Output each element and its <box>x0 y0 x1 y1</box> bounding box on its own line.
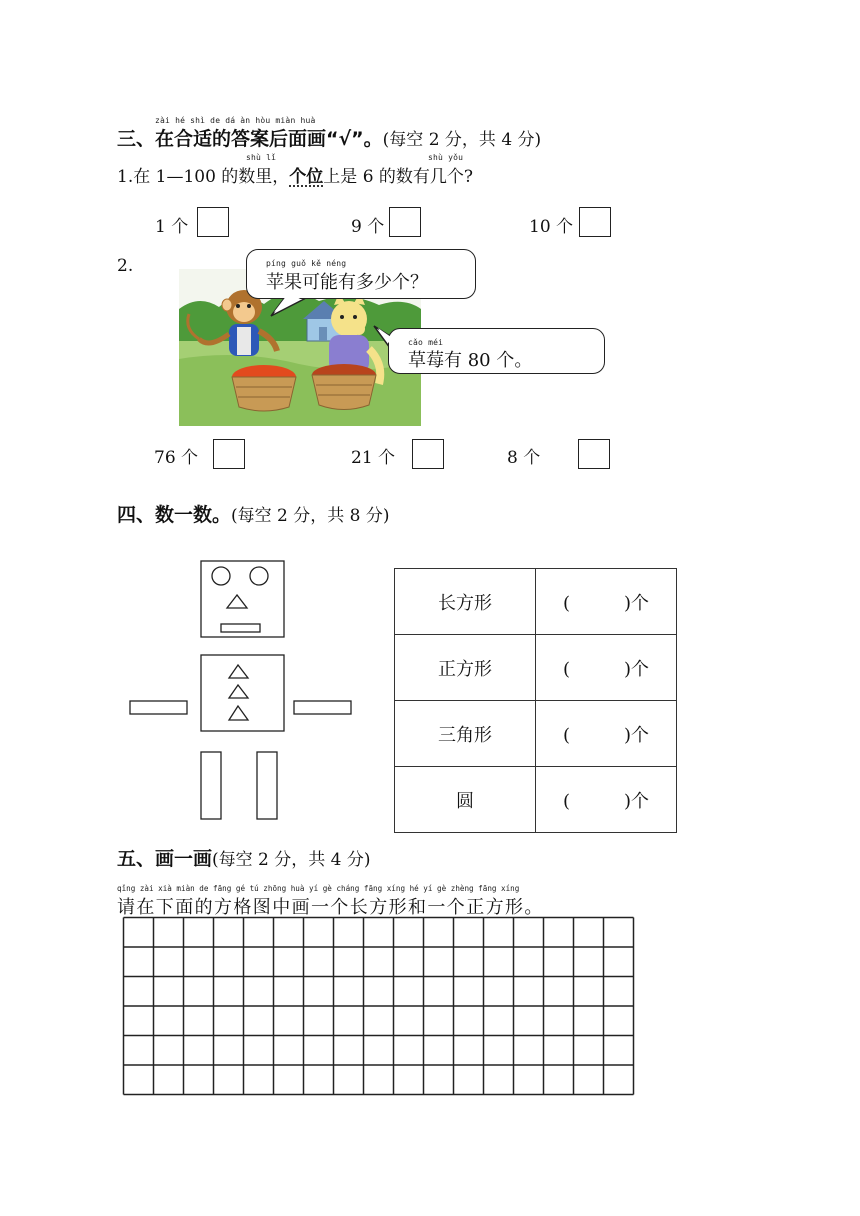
robot-left-leg-rectangle <box>201 752 221 819</box>
drawing-grid[interactable] <box>122 916 636 1096</box>
table-row <box>395 635 677 701</box>
shape-name-cell: 正方形 <box>395 635 536 701</box>
shape-name-cell: 圆 <box>395 767 536 833</box>
section4-title: 四、数一数。 <box>117 504 232 526</box>
q1-question <box>117 162 473 187</box>
table-row <box>395 701 677 767</box>
count-blank-cell[interactable]: ( )个 <box>536 635 677 701</box>
section5-score-note: (每空 2 分，共 4 分) <box>212 850 371 870</box>
section5-instruction: 请在下面的方格图中画一个长方形和一个正方形。 <box>117 897 544 918</box>
bubble-apple-text: 苹果可能有多少个？ <box>266 272 428 293</box>
count-blank-cell[interactable]: ( )个 <box>536 701 677 767</box>
robot-right-leg-rectangle <box>257 752 277 819</box>
q1-option-label: 1 个 <box>155 217 189 237</box>
q1-text-digit-place: 个位 <box>289 167 324 187</box>
shape-name-cell: 长方形 <box>395 569 536 635</box>
q1-text-a: 1.在 1—100 的数里， <box>117 167 290 187</box>
shape-robot-figure <box>125 555 360 825</box>
count-blank-cell[interactable]: ( )个 <box>536 569 677 635</box>
shape-name-cell: 三角形 <box>395 701 536 767</box>
robot-body-triangle <box>229 706 248 720</box>
section4-heading <box>117 500 390 527</box>
q1-option-label: 9 个 <box>351 217 385 237</box>
q2-answer-box[interactable] <box>578 439 610 469</box>
bubble-strawberry-pinyin: cǎo méi <box>408 338 444 347</box>
section3-title: 在合适的答案后面画“√”。 <box>155 128 383 150</box>
section5-title: 五、画一画 <box>117 848 213 870</box>
q1-pinyin-shuli: shù lǐ <box>246 153 277 162</box>
q1-answer-box[interactable] <box>389 207 421 237</box>
q2-answer-box[interactable] <box>213 439 245 469</box>
q1-option-label: 10 个 <box>529 217 574 237</box>
count-blank-cell[interactable]: ( )个 <box>536 767 677 833</box>
q2-number: 2. <box>117 256 134 276</box>
section5-heading <box>117 844 371 871</box>
q2-option-label: 21 个 <box>351 448 396 468</box>
robot-left-arm-rectangle <box>130 701 187 714</box>
bubble-apple-pinyin: píng guǒ kě néng <box>266 259 347 268</box>
table-row <box>395 569 677 635</box>
robot-body-triangle <box>229 665 248 678</box>
section3-number: 三、 <box>117 128 156 150</box>
robot-nose-triangle <box>227 595 247 608</box>
robot-body-triangle <box>229 685 248 698</box>
q2-answer-box[interactable] <box>412 439 444 469</box>
shape-count-table <box>394 568 677 833</box>
table-row <box>395 767 677 833</box>
q1-pinyin-shuyou: shù yǒu <box>428 153 464 162</box>
q1-answer-box[interactable] <box>197 207 229 237</box>
section3-score-note: (每空 2 分，共 4 分) <box>382 130 542 150</box>
robot-mouth-rectangle <box>221 624 260 632</box>
q1-answer-box[interactable] <box>579 207 611 237</box>
section3-heading <box>117 124 541 151</box>
bubble-strawberry-text: 草莓有 80 个。 <box>408 350 533 371</box>
section3-pinyin: zài hé shì de dá àn hòu miàn huà <box>155 116 316 125</box>
robot-right-arm-rectangle <box>294 701 351 714</box>
robot-eye-circle <box>212 567 230 585</box>
q2-option-label: 76 个 <box>154 448 199 468</box>
q1-text-c: 上是 6 的数有几个? <box>323 167 474 187</box>
robot-eye-circle <box>250 567 268 585</box>
section5-pinyin: qǐng zài xià miàn de fāng gé tú zhōng huà yí gè cháng fāng xíng hé yí gè zhèng fāng xíng <box>117 884 520 893</box>
q2-option-label: 8 个 <box>507 448 541 468</box>
section4-score-note: (每空 2 分，共 8 分) <box>231 506 390 526</box>
